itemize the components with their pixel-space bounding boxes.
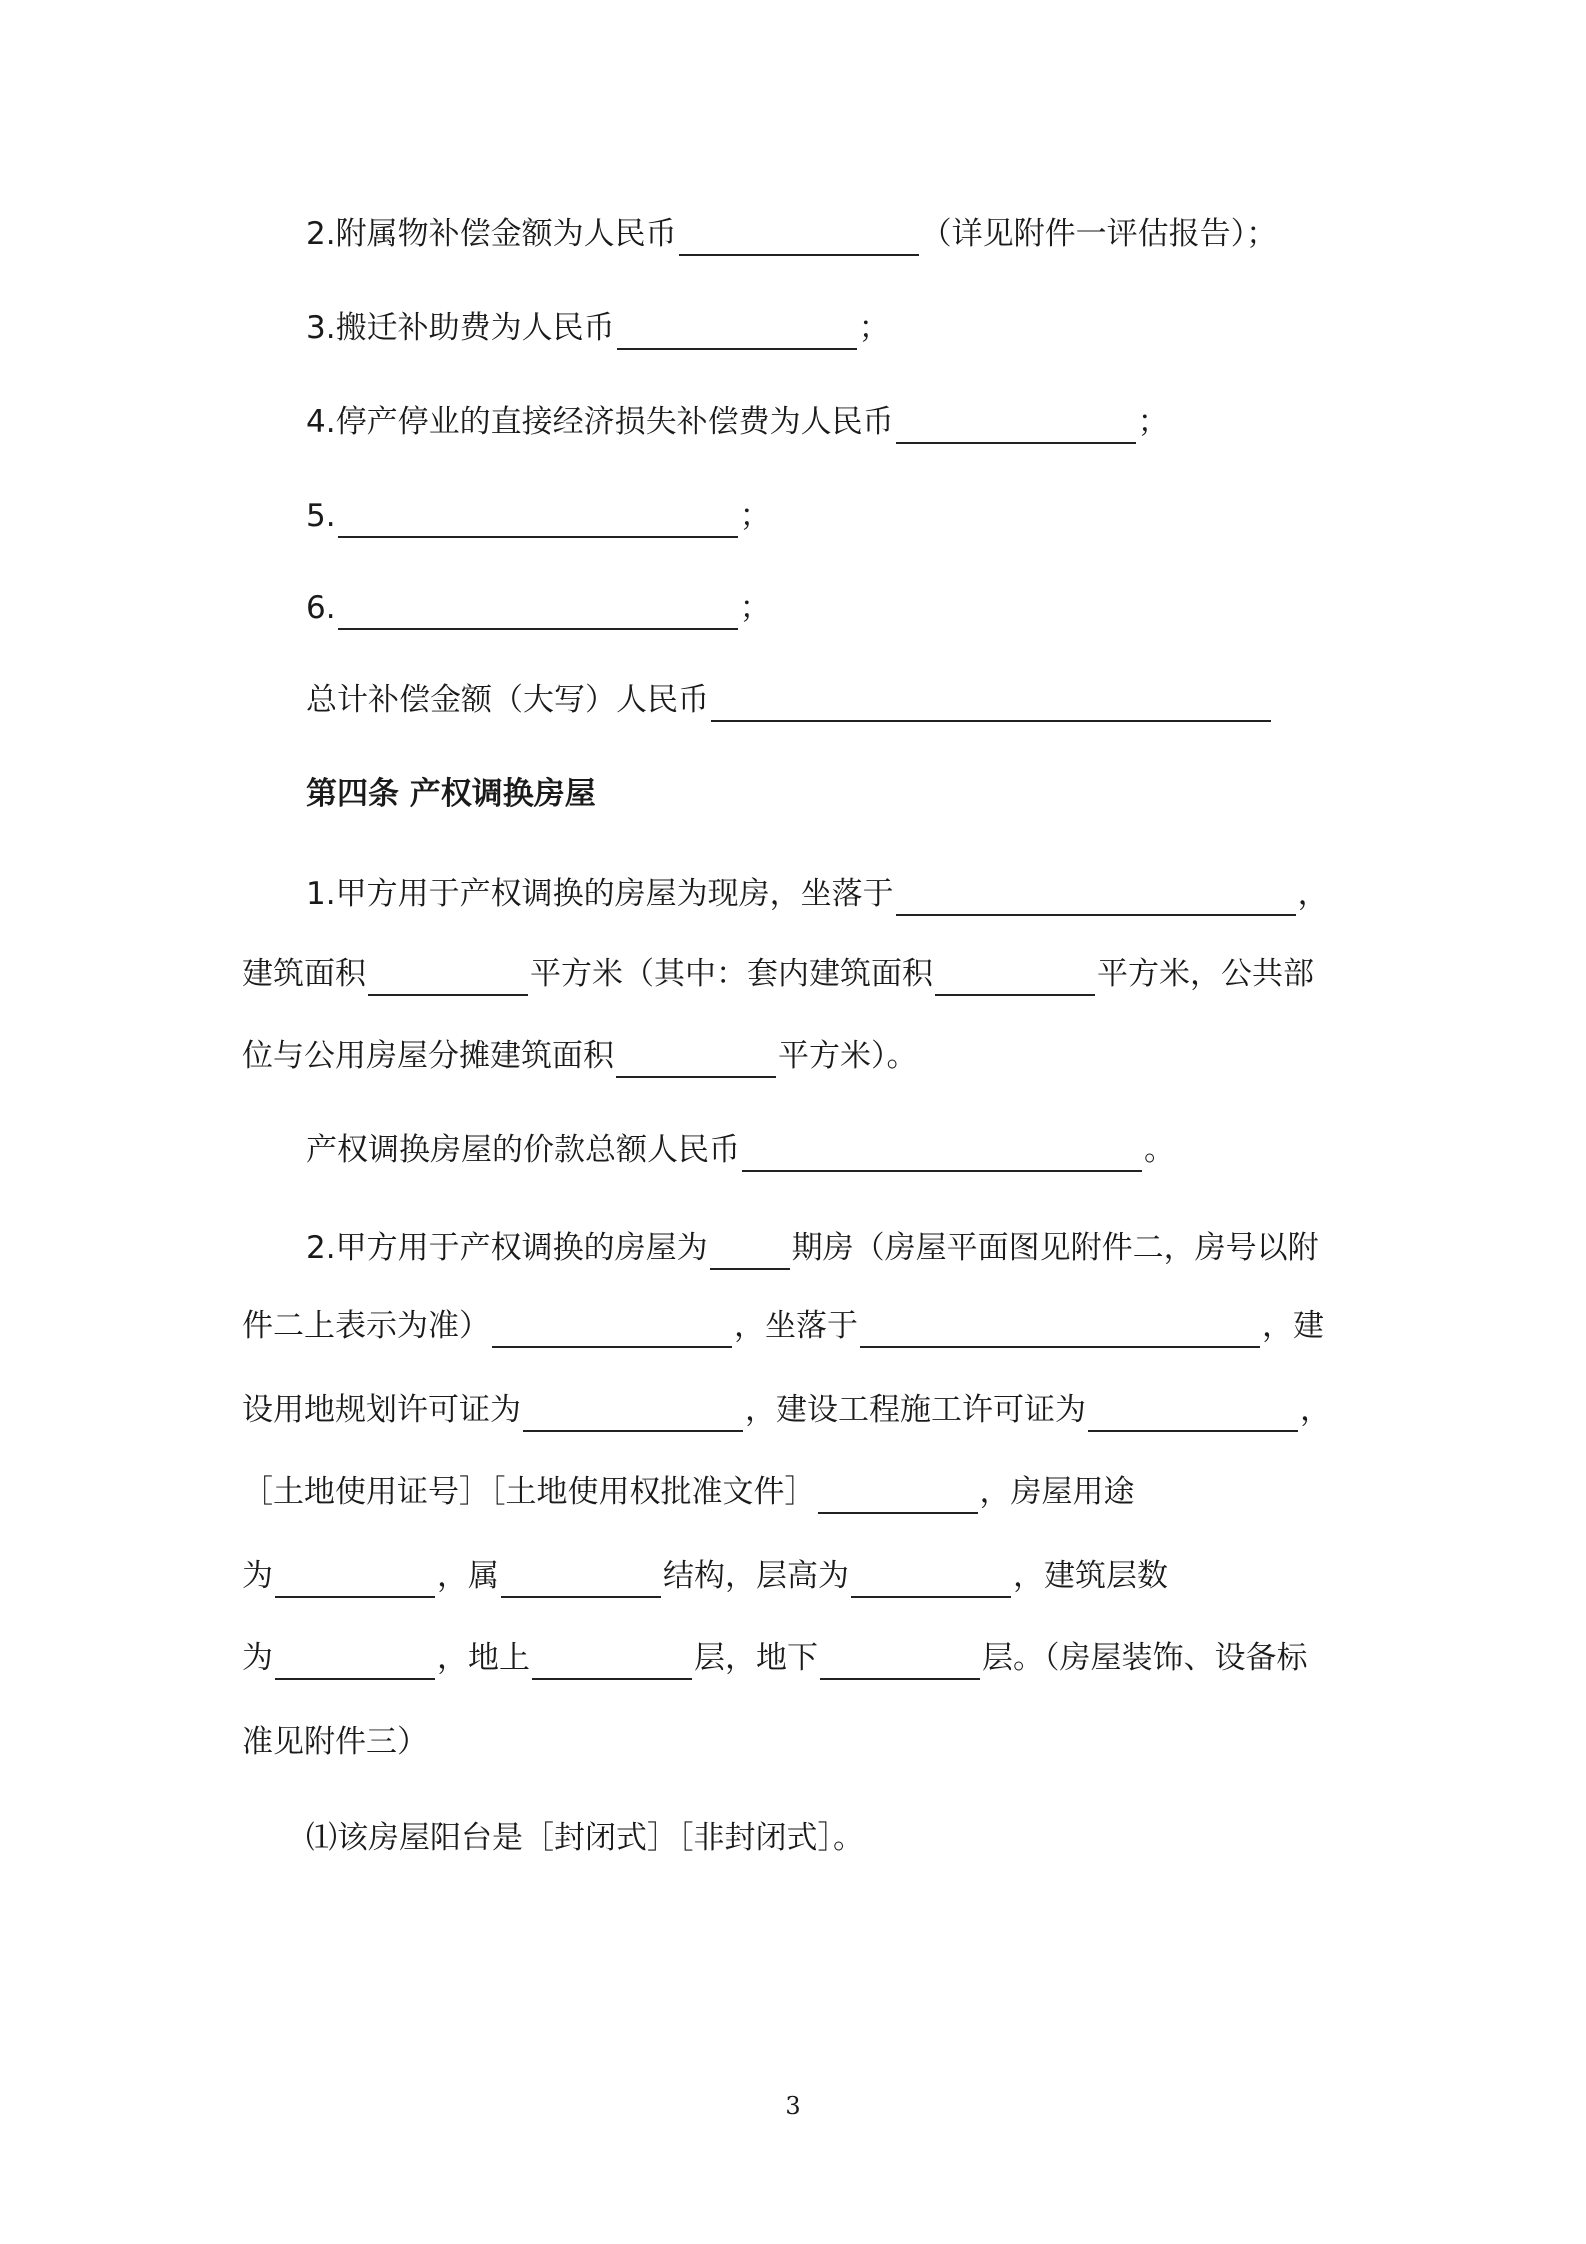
p1-line1 <box>306 872 1329 916</box>
text: 4.停产停业的直接经济损失补偿费为人民币 <box>306 404 894 440</box>
text: 准见附件三） <box>242 1724 428 1760</box>
text: 期房（房屋平面图见附件二，房号以附 <box>791 1230 1319 1266</box>
text: ，房屋用途 <box>979 1474 1135 1510</box>
fill-blank[interactable] <box>860 1310 1260 1348</box>
fill-blank[interactable] <box>711 684 1271 722</box>
page-number: 3 <box>785 2092 801 2120</box>
fill-blank[interactable] <box>275 1642 435 1680</box>
item-3 <box>306 306 890 350</box>
text: 3.搬迁补助费为人民币 <box>306 310 615 346</box>
text: 2.甲方用于产权调换的房屋为 <box>306 1230 708 1266</box>
text: 平方米）。 <box>778 1038 918 1074</box>
p2-line2 <box>242 1304 1324 1348</box>
text: 件二上表示为准） <box>242 1308 490 1344</box>
item-2 <box>306 212 1277 256</box>
balcony-clause <box>306 1816 864 1860</box>
text: 层，地下 <box>694 1640 818 1676</box>
text: ，地上 <box>437 1640 530 1676</box>
text: 为 <box>242 1640 273 1676</box>
fill-blank[interactable] <box>616 1040 776 1078</box>
p2-line3 <box>242 1388 1331 1432</box>
text: 平方米（其中：套内建筑面积 <box>530 956 933 992</box>
p2-line6 <box>242 1636 1308 1680</box>
text: ，建 <box>1262 1308 1324 1344</box>
fill-blank[interactable] <box>896 406 1136 444</box>
text: （详见附件一评估报告）； <box>920 216 1278 252</box>
fill-blank[interactable] <box>532 1642 692 1680</box>
fill-blank[interactable] <box>501 1560 661 1598</box>
text: 建筑面积 <box>242 956 366 992</box>
fill-blank[interactable] <box>1088 1394 1298 1432</box>
text: 6. <box>306 590 336 626</box>
fill-blank[interactable] <box>338 500 738 538</box>
text: 位与公用房屋分摊建筑面积 <box>242 1038 614 1074</box>
fill-blank[interactable] <box>368 958 528 996</box>
total-amount <box>306 678 1273 722</box>
text: ，属 <box>437 1558 499 1594</box>
fill-blank[interactable] <box>742 1134 1142 1172</box>
item-5 <box>306 494 771 538</box>
fill-blank[interactable] <box>492 1310 732 1348</box>
fill-blank[interactable] <box>820 1642 980 1680</box>
p2-line1 <box>306 1226 1319 1270</box>
text: 设用地规划许可证为 <box>242 1392 521 1428</box>
text: 。 <box>1144 1132 1175 1168</box>
text: 第四条 产权调换房屋 <box>306 776 596 812</box>
text: 为 <box>242 1558 273 1594</box>
text: 产权调换房屋的价款总额人民币 <box>306 1132 740 1168</box>
text: 5. <box>306 498 336 534</box>
p1-line3 <box>242 1034 918 1078</box>
text: ⑴该房屋阳台是［封闭式］［非封闭式］。 <box>306 1820 864 1856</box>
item-6 <box>306 586 771 630</box>
text: 2.附属物补偿金额为人民币 <box>306 216 677 252</box>
fill-blank[interactable] <box>275 1560 435 1598</box>
text: ； <box>1137 404 1169 440</box>
text: ，坐落于 <box>734 1308 858 1344</box>
article-heading <box>306 772 596 816</box>
fill-blank[interactable] <box>523 1394 743 1432</box>
text: ； <box>739 498 771 534</box>
p2-line5 <box>242 1554 1168 1598</box>
fill-blank[interactable] <box>896 878 1296 916</box>
fill-blank[interactable] <box>935 958 1095 996</box>
text: 结构，层高为 <box>663 1558 849 1594</box>
text: ， <box>1297 876 1329 912</box>
text: ，建筑层数 <box>1013 1558 1168 1594</box>
fill-blank[interactable] <box>338 592 738 630</box>
text: 总计补偿金额（大写）人民币 <box>306 682 709 718</box>
text: ； <box>858 310 890 346</box>
fill-blank[interactable] <box>679 218 919 256</box>
p1-line2 <box>242 952 1314 996</box>
item-4 <box>306 400 1169 444</box>
price-line <box>306 1128 1175 1172</box>
p2-line4 <box>242 1470 1135 1514</box>
text: 1.甲方用于产权调换的房屋为现房，坐落于 <box>306 876 894 912</box>
text: ， <box>1300 1392 1331 1428</box>
p2-line7 <box>242 1720 428 1764</box>
fill-blank[interactable] <box>818 1476 978 1514</box>
fill-blank[interactable] <box>851 1560 1011 1598</box>
text: ［土地使用证号］［土地使用权批准文件］ <box>242 1474 816 1510</box>
fill-blank[interactable] <box>617 312 857 350</box>
text: 层。（房屋装饰、设备标 <box>982 1640 1308 1676</box>
text: 平方米，公共部 <box>1097 956 1314 992</box>
text: ； <box>739 590 771 626</box>
text: ，建设工程施工许可证为 <box>745 1392 1086 1428</box>
fill-blank[interactable] <box>710 1232 790 1270</box>
